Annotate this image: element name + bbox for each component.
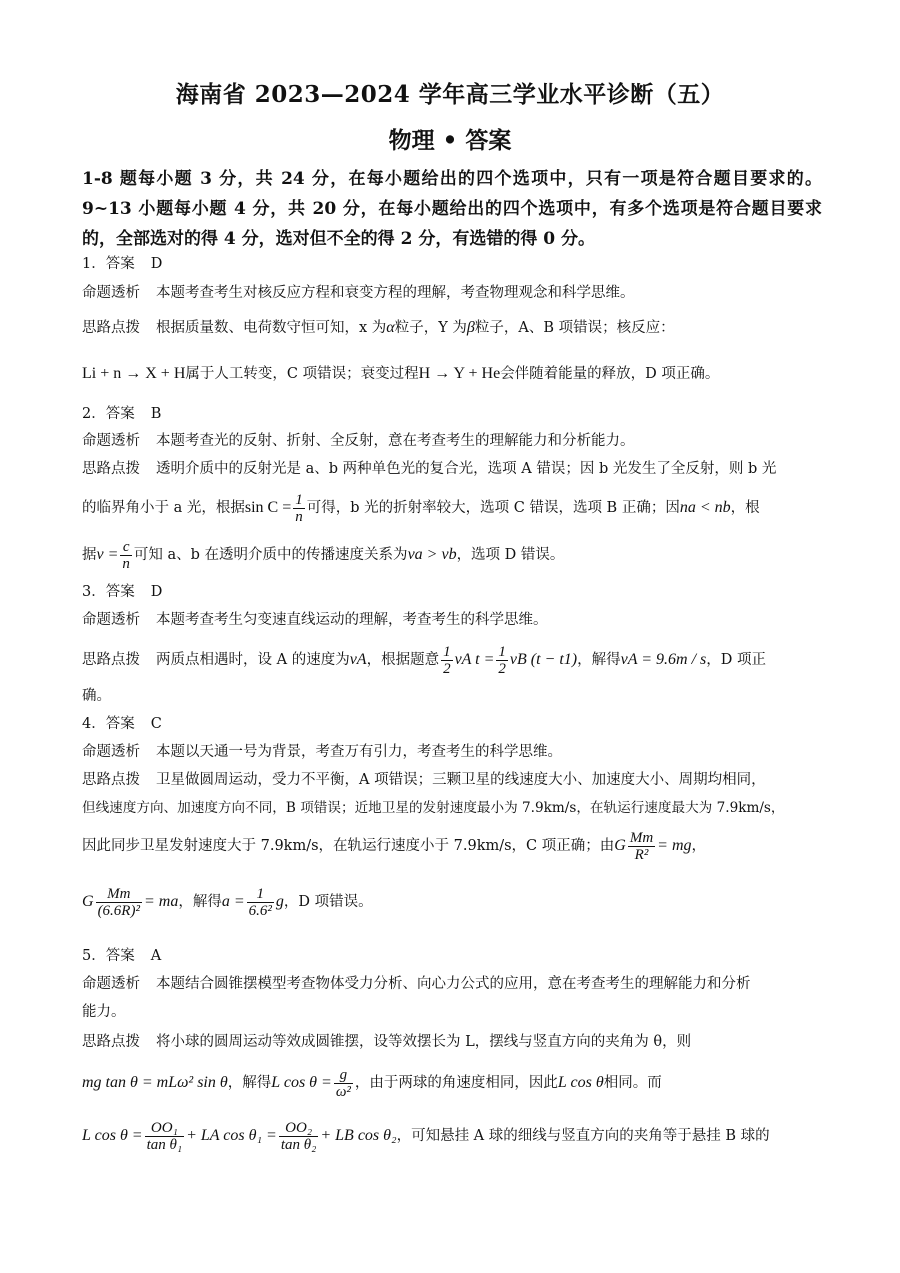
q1-hint-text-c: 粒子，A、B 项错误；核反应： [474,320,675,336]
q3-half-1 [441,644,453,677]
beta-symbol: β [466,319,475,336]
q5-frac-tan2: tan θ₂ [280,1136,317,1153]
q5-hint-line2 [82,1062,822,1108]
q4-g: G [614,837,626,854]
q3-number: 3． [82,584,106,600]
q2-text-3b: 可知 a、b 在透明介质中的传播速度关系为 [133,547,408,563]
page-subtitle: 物理 • 答案 [388,127,512,154]
q4-number: 4． [82,716,106,732]
q2-va-gt-vb: va > vb [407,546,457,563]
q3-eq-a: vA t = [454,651,495,668]
q4-fraction-mm-66r [96,886,142,919]
q4-text-4a: ，解得 [178,894,222,910]
q4-frac-66: 6.6² [248,902,272,919]
q5-text-3: ，可知悬挂 A 球的细线与竖直方向的夹角等于悬挂 B 球的 [396,1128,770,1144]
q5-frac-w2: ω² [335,1083,351,1100]
q1-hint-label: 思路点拨 [82,320,140,336]
q4-hint-line4 [82,880,822,928]
q2-hint-line2 [82,488,822,530]
q2-na-lt-nb: na < nb [679,499,731,516]
q2-hint-text-1: 透明介质中的反射光是 a、b 两种单色光的复合光，选项 A 错误；因 b 光发生了全反射，则 b 光 [156,461,777,477]
q3-hint-label: 思路点拨 [82,652,140,668]
q2-insight [82,431,822,451]
q3-half-num: 1 [443,643,451,660]
q3-half-den: 2 [443,660,451,677]
q2-frac-den: n [295,508,303,525]
q5-answer-value: A [150,948,162,964]
q2-fraction-1-over-n [293,492,305,525]
q5-text-2c: 相同。而 [603,1075,662,1091]
q3-insight [82,610,822,630]
q3-text-1c: ，解得 [577,652,621,668]
q3-insight-label: 命题透析 [82,612,140,628]
q4-fraction-1-66 [247,886,274,919]
q4-text-4b: ，D 项错误。 [283,894,373,910]
q5-frac-g: g [334,1067,353,1084]
q5-lcos3: L cos θ = [82,1127,143,1144]
q4-frac-mm: Mm [629,829,654,846]
scoring-instructions: 1-8 题每小题 3 分，共 24 分，在每小题给出的四个选项中，只有一项是符合题目要求的。9~13 小题每小题 4 分，共 20 分，在每小题给出的四个选项中，有多个选项是符合题目要求的，全部选对的得 4 分，选对但不全的得 2 分，有选错的得 0 分。 [82,169,822,249]
q5-hint-label: 思路点拨 [82,1034,140,1050]
q3-va: vA [349,651,367,668]
q3-text-1a: 两质点相遇时，设 A 的速度为 [156,652,350,668]
q1-text-1: 属于人工转变，C 项错误；衰变过程 [185,366,419,382]
q1-insight-label: 命题透析 [82,285,140,301]
q4-g-small: g [275,893,284,910]
q5-text-2b: ，由于两球的角速度相同，因此 [354,1075,558,1091]
q5-answer-label: 答案 [105,948,135,964]
q5-frac-oo1: OO₁ [145,1120,185,1137]
q4-insight-text: 本题以天通一号为背景，考查万有引力，考查考生的科学思维。 [156,744,562,760]
q2-hint-label: 思路点拨 [82,461,140,477]
q3-eq-b: vB (t − t1) [509,651,578,668]
q1-text-2: 会伴随着能量的释放，D 项正确。 [500,366,720,382]
q4-text-3a: 因此同步卫星发射速度大于 7.9km/s，在轨运行速度小于 7.9km/s，C 项正确；由 [82,838,615,854]
alpha-symbol: α [386,319,395,336]
q4-insight [82,742,822,762]
q5-insight-label: 命题透析 [82,976,140,992]
page-title: 海南省 2023—2024 学年高三学业水平诊断（五） [175,81,725,108]
q2-fraction-c-over-n [120,539,132,572]
q3-result: vA = 9.6m / s [620,651,707,668]
q4-hint-line1 [82,770,822,790]
q5-hint-line3 [82,1114,822,1162]
q3-answer [82,582,822,602]
q2-sinc: sin C = [244,499,292,516]
q4-fraction-mm-r2 [628,830,655,863]
q2-frac-n: n [122,555,130,572]
q4-frac-66r: (6.6R)² [97,902,140,919]
q4-a-eq: a = [221,893,245,910]
q5-insight-line2 [82,1002,822,1022]
q1-equation-2: H → Y + He [418,365,501,382]
q2-answer-label: 答案 [105,406,135,422]
q4-answer-label: 答案 [105,716,135,732]
q5-answer [82,946,822,966]
q1-hint-line1 [82,318,822,338]
q5-frac-oo2: OO₂ [279,1120,319,1137]
q4-frac-r2: R² [634,846,649,863]
q5-lcos: L cos θ = [271,1074,332,1091]
q2-frac-c: c [120,539,132,556]
q5-frac-tan1: tan θ₁ [146,1136,183,1153]
q2-hint-line1 [82,459,822,479]
q4-text-3b: ， [691,838,707,854]
q2-text-2b: 可得，b 光的折射率较大，选项 C 错误，选项 B 正确；因 [306,500,680,516]
q5-fraction-g-w2 [334,1067,353,1100]
q4-g2: G [82,893,94,910]
q2-insight-text: 本题考查光的反射、折射、全反射，意在考查考生的理解能力和分析能力。 [156,433,635,449]
q3-answer-label: 答案 [105,584,135,600]
q3-half-2 [496,644,508,677]
q2-answer-value: B [150,406,162,422]
q4-text-1: 卫星做圆周运动，受力不平衡，A 项错误；三颗卫星的线速度大小、加速度大小、周期均相同， [156,772,766,788]
q3-text-2: 确。 [82,688,111,704]
q2-text-3c: ，选项 D 错误。 [456,547,565,563]
q3-insight-text: 本题考查考生匀变速直线运动的理解，考查考生的科学思维。 [156,612,548,628]
q3-answer-value: D [150,584,163,600]
q5-insight-line1 [82,974,822,994]
q2-answer [82,404,822,424]
q4-answer [82,714,822,734]
q5-la: + LA cos θ₁ = [186,1127,277,1144]
q2-insight-label: 命题透析 [82,433,140,449]
q5-number: 5． [82,948,106,964]
q4-mg: = mg [657,837,692,854]
q5-eq-1: mg tan θ = mLω² sin θ [82,1074,228,1091]
q1-hint-line2 [82,364,822,384]
q4-insight-label: 命题透析 [82,744,140,760]
q3-half2-den: 2 [498,660,506,677]
q2-hint-line3 [82,535,822,577]
q2-number: 2． [82,406,106,422]
q1-equation-1: Li + n → X + H [82,365,186,382]
q5-hint-line1 [82,1032,822,1052]
q4-answer-value: C [150,716,162,732]
q1-number: 1． [82,256,106,272]
q3-hint-line1 [82,640,822,682]
q3-text-1d: ，D 项正 [706,652,766,668]
q1-answer-label: 答案 [105,256,135,272]
q3-half2-num: 1 [498,643,506,660]
q5-fraction-oo2 [279,1120,319,1153]
q4-frac-one: 1 [247,886,274,903]
q4-hint-line3 [82,826,822,870]
q5-fraction-oo1 [145,1120,185,1153]
q1-answer-value: D [150,256,163,272]
q1-answer [82,254,822,274]
q1-hint-text-b: 粒子，Y 为 [394,320,467,336]
q5-lb: + LB cos θ₂ [320,1127,397,1144]
q2-frac-num: 1 [295,491,303,508]
q5-lcos2: L cos θ [557,1074,604,1091]
q4-hint-label: 思路点拨 [82,772,140,788]
q4-text-2: 但线速度方向、加速度方向不同，B 项错误；近地卫星的发射速度最小为 7.9km/s，在轨运行速度最大为 7.9km/s， [82,800,785,816]
q4-frac-mm2: Mm [96,886,142,903]
q2-text-2c: ，根 [730,500,760,516]
q2-text-2a: 的临界角小于 a 光，根据 [82,500,245,516]
q3-text-1b: ，根据题意 [366,652,440,668]
q2-text-3a: 据 [82,547,97,563]
q3-hint-line2 [82,686,822,706]
q2-v-eq: v = [96,546,119,563]
q5-text-2a: ，解得 [227,1075,272,1091]
q4-hint-line2 [82,798,822,818]
q4-ma: = ma [143,893,179,910]
q1-hint-text-a: 根据质量数、电荷数守恒可知，x 为 [156,320,387,336]
q1-insight-text: 本题考查考生对核反应方程和衰变方程的理解，考查物理观念和科学思维。 [156,285,635,301]
q1-insight [82,283,822,303]
q5-insight-text-1: 本题结合圆锥摆模型考查物体受力分析、向心力公式的应用，意在考查考生的理解能力和分析 [156,976,751,992]
q5-insight-text-2: 能力。 [82,1004,126,1020]
q5-text-1: 将小球的圆周运动等效成圆锥摆，设等效摆长为 L，摆线与竖直方向的夹角为 θ，则 [156,1034,692,1050]
